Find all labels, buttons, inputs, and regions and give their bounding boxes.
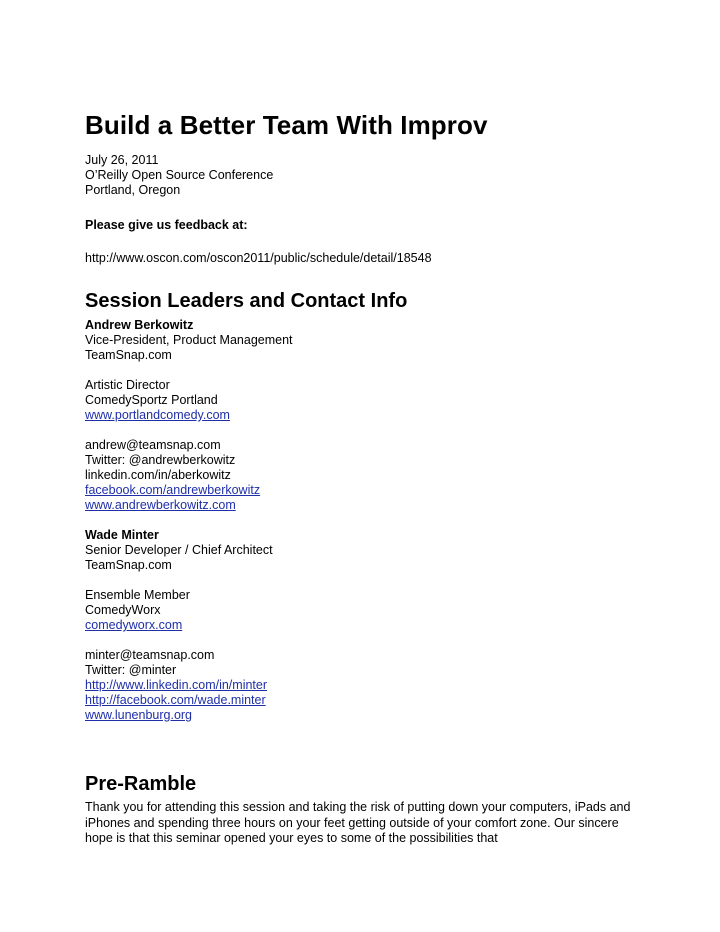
preramble-heading: Pre-Ramble: [85, 773, 197, 795]
andrew-link-facebook[interactable]: facebook.com/andrewberkowitz: [85, 483, 261, 497]
andrew-company2: ComedySportz Portland: [85, 393, 218, 407]
feedback-url-block: [85, 251, 432, 266]
andrew-link-website[interactable]: www.andrewberkowitz.com: [85, 498, 236, 512]
wade-link-facebook[interactable]: http://facebook.com/wade.minter: [85, 693, 266, 707]
andrew-company: TeamSnap.com: [85, 348, 172, 362]
preramble-paragraph: Thank you for attending this session and taking the risk of putting down your computers, iPads and iPhones and spending three hours on your feet getting outside of your comfort zone. Our sincere hope is that this seminar opened your eyes to some of the possibilities that: [85, 800, 631, 845]
wade-contact: [85, 528, 273, 723]
andrew-role2: Artistic Director: [85, 378, 170, 392]
wade-name: Wade Minter: [85, 528, 159, 542]
event-date: July 26, 2011: [85, 153, 159, 167]
wade-link-comedyworx[interactable]: comedyworx.com: [85, 618, 183, 632]
andrew-contact: [85, 318, 293, 513]
wade-link-linkedin[interactable]: http://www.linkedin.com/in/minter: [85, 678, 268, 692]
feedback-url: http://www.oscon.com/oscon2011/public/schedule/detail/18548: [85, 251, 432, 265]
spacer: [85, 633, 273, 648]
spacer: [85, 363, 293, 378]
leaders-heading: Session Leaders and Contact Info: [85, 290, 408, 312]
andrew-linkedin: linkedin.com/in/aberkowitz: [85, 468, 231, 482]
wade-email: minter@teamsnap.com: [85, 648, 215, 662]
page-title: Build a Better Team With Improv: [85, 110, 488, 140]
andrew-email: andrew@teamsnap.com: [85, 438, 221, 452]
wade-role: Senior Developer / Chief Architect: [85, 543, 273, 557]
spacer: [85, 423, 293, 438]
feedback-label-text: Please give us feedback at:: [85, 218, 248, 232]
wade-link-website[interactable]: www.lunenburg.org: [85, 708, 193, 722]
andrew-link-portlandcomedy[interactable]: www.portlandcomedy.com: [85, 408, 230, 422]
wade-company: TeamSnap.com: [85, 558, 172, 572]
feedback-label: [85, 218, 248, 233]
event-conference: O’Reilly Open Source Conference: [85, 168, 274, 182]
wade-twitter: Twitter: @minter: [85, 663, 177, 677]
wade-company2: ComedyWorx: [85, 603, 161, 617]
andrew-twitter: Twitter: @andrewberkowitz: [85, 453, 236, 467]
wade-role2: Ensemble Member: [85, 588, 190, 602]
spacer: [85, 573, 273, 588]
andrew-role: Vice-President, Product Management: [85, 333, 293, 347]
event-info: [85, 153, 273, 198]
andrew-name: Andrew Berkowitz: [85, 318, 194, 332]
event-location: Portland, Oregon: [85, 183, 181, 197]
